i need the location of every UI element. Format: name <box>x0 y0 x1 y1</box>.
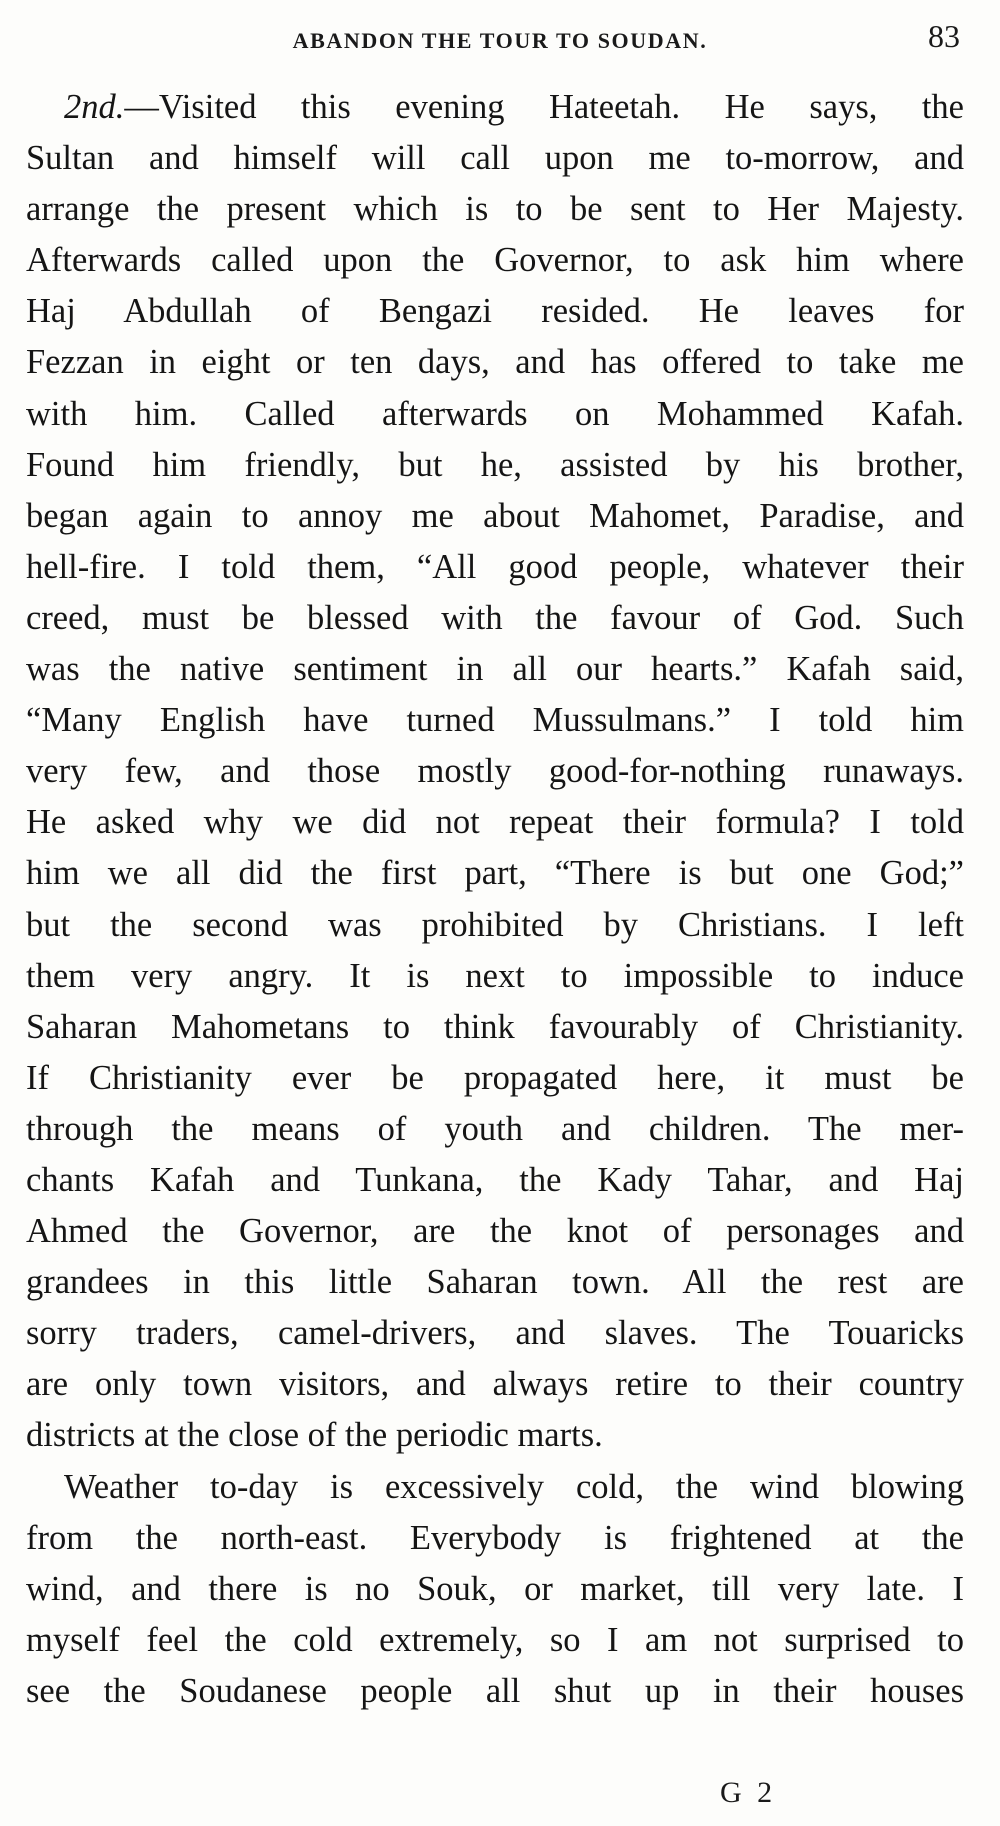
page-number: 83 <box>928 18 960 54</box>
paragraph-1-line: If Christianity ever be propagated here, it must be <box>26 1058 964 1097</box>
paragraph-1-line: hell-fire. I told them, “All good people, whatever their <box>26 547 964 586</box>
paragraph-1-line: Sultan and himself will call upon me to-morrow, and <box>26 139 964 178</box>
paragraph-1-line: Fezzan in eight or ten days, and has offered to take me <box>26 343 964 382</box>
paragraph-1-line: began again to annoy me about Mahomet, Paradise, and <box>26 496 964 535</box>
paragraph-1-line: Ahmed the Governor, are the knot of personages and <box>26 1212 964 1251</box>
paragraph-2-line: see the Soudanese people all shut up in their houses <box>26 1671 964 1710</box>
paragraph-1-line: them very angry. It is next to impossible to induce <box>26 956 964 995</box>
paragraph-2-line: Weather to-day is excessively cold, the wind blowing <box>64 1467 964 1506</box>
paragraph-1-line: Haj Abdullah of Bengazi resided. He leaves for <box>26 292 964 331</box>
paragraph-1-line: chants Kafah and Tunkana, the Kady Tahar, and Haj <box>26 1160 964 1199</box>
body-text <box>26 82 964 1717</box>
paragraph-1-line: with him. Called afterwards on Mohammed Kafah. <box>26 394 964 433</box>
paragraph-1-line: are only town visitors, and always retire to their country <box>26 1365 964 1404</box>
paragraph-1-line: creed, must be blessed with the favour of God. Such <box>26 598 964 637</box>
paragraph-1-line: grandees in this little Saharan town. All the rest are <box>26 1263 964 1302</box>
paragraph-1-line: was the native sentiment in all our hearts.” Kafah said, <box>26 650 964 689</box>
paragraph-1-line: through the means of youth and children. The mer- <box>26 1109 964 1148</box>
paragraph-1-last-line: districts at the close of the periodic marts. <box>26 1416 603 1455</box>
paragraph-1-line-text: —Visited this evening Hateetah. He says, the <box>124 88 964 126</box>
paragraph-1-line: him we all did the first part, “There is but one God;” <box>26 854 964 893</box>
page-header <box>0 18 1000 62</box>
paragraph-1-line: but the second was prohibited by Christians. I left <box>26 905 964 944</box>
paragraph-1-line: He asked why we did not repeat their formula? I told <box>26 803 964 842</box>
paragraph-1-line: arrange the present which is to be sent to Her Majesty. <box>26 190 964 229</box>
paragraph-1-line <box>26 82 964 133</box>
paragraph-1-line: “Many English have turned Mussulmans.” I told him <box>26 701 964 740</box>
paragraph-1-line: sorry traders, camel-drivers, and slaves. The Touaricks <box>26 1314 964 1353</box>
paragraph-2-line: wind, and there is no Souk, or market, till very late. I <box>26 1569 964 1608</box>
running-head: ABANDON THE TOUR TO SOUDAN. <box>292 28 708 53</box>
signature-mark: G 2 <box>720 1776 777 1809</box>
paragraph-1-line: Afterwards called upon the Governor, to ask him where <box>26 241 964 280</box>
paragraph-1-line: Saharan Mahometans to think favourably of Christianity. <box>26 1007 964 1046</box>
paragraph-1-line: Found him friendly, but he, assisted by his brother, <box>26 445 964 484</box>
paragraph-2-line: from the north-east. Everybody is frightened at the <box>26 1518 964 1557</box>
date-label: 2nd. <box>64 88 125 126</box>
paragraph-1-line: very few, and those mostly good-for-nothing runaways. <box>26 752 964 791</box>
paragraph-2-line: myself feel the cold extremely, so I am not surprised to <box>26 1620 964 1659</box>
